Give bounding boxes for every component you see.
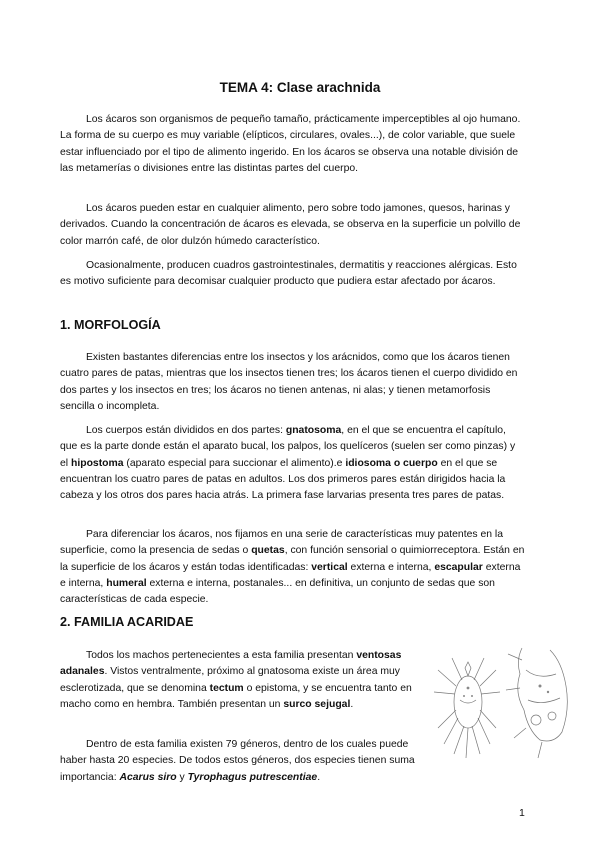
morfologia-paragraph-1: Existen bastantes diferencias entre los insectos y los arácnidos, como que los ácaros tienen cuatro pares de patas, mientras que los insectos tienen tres; los ácaros tienen el cuerpo dividido en dos partes y los insectos en tres; los ácaros no tienen antenas, ni alas; y tienen metamorfosis sencilla o incompleta. <box>60 352 518 412</box>
intro-paragraph-2: Los ácaros pueden estar en cualquier alimento, pero sobre todo jamones, quesos, harinas y derivados. Cuando la concentración de ácaros es elevada, se observa en la superficie un polvillo de color marrón café, de olor dulzón húmedo característico. <box>60 203 521 247</box>
species-tyrophagus: Tyrophagus putrescentiae <box>187 771 318 783</box>
intro-paragraph-1: Los ácaros son organismos de pequeño tamaño, prácticamente imperceptibles al ojo humano. La forma de su cuerpo es muy variable (elípticos, circulares, ovales...), de color variable, que suele estar influenciado por el tipo de alimento ingerido. En los ácaros se observa una notable división de las metamerías o divisiones entre las distintas partes del cuerpo. <box>60 114 521 174</box>
term-escapular: escapular <box>434 561 483 573</box>
morfologia-paragraph-2: Los cuerpos están divididos en dos partes: gnatosoma, en el que se encuentra el capítulo, que es la parte donde están el aparato bucal, los palpos, los quelíceros (suelen ser como pinzas) y el hipostoma (aparato especial para succionar el alimento).e idiosoma o cuerpo en el que se encuentran los cuatro pares de patas en adultos. Los dos primeros pares están dirigidos hacia la cabeza y los otros dos pares hacia atrás. La primera fase larvarias presenta tres pares de patas. <box>60 425 516 502</box>
term-surco-sejugal: surco sejugal <box>283 698 351 710</box>
acaridae-paragraph-2: Dentro de esta familia existen 79 géneros, dentro de los cuales puede haber hasta 20 especies. De todos estos géneros, dos especies tienen suma importancia: Acarus siro y Tyrophagus putrescentiae. <box>60 739 415 783</box>
page-title: TEMA 4: Clase arachnida <box>219 80 381 95</box>
term-tectum: tectum <box>209 682 244 694</box>
mite-illustration <box>430 640 570 765</box>
intro-paragraph-3: Ocasionalmente, producen cuadros gastrointestinales, dermatitis y reacciones alérgicas. Esto es motivo suficiente para decomisar cualquier producto que pudiera estar afectado por ácaros. <box>60 260 517 288</box>
species-acarus-siro: Acarus siro <box>119 771 177 783</box>
term-gnatosoma: gnatosoma <box>285 425 342 436</box>
term-idiosoma: idiosoma o cuerpo <box>345 457 438 469</box>
acaridae-paragraph-1: Todos los machos pertenecientes a esta familia presentan ventosas adanales. Vistos ventralmente, próximo al gnatosoma existe un área muy esclerotizada, que se denomina tectum o epistoma, y se encuentra tanto en macho como en hembra. También presentan un surco sejugal. <box>60 650 412 710</box>
page-number: 1 <box>519 807 525 819</box>
term-quetas: quetas <box>251 545 285 557</box>
term-hipostoma: hipostoma <box>70 457 124 469</box>
term-humeral: humeral <box>106 577 147 589</box>
morfologia-paragraph-3: Para diferenciar los ácaros, nos fijamos en una serie de características muy patentes en la superficie, como la presencia de sedas o quetas, con función sensorial o quimiorreceptora. Están en la superficie de los ácaros y están todas identificadas: vertical externa e interna, escapular externa e interna, humeral externa e interna, postanales... en definitiva, un conjunto de sedas que son características de cada especie. <box>60 529 525 606</box>
term-ventosas-adanales: ventosas adanales <box>60 650 402 678</box>
term-vertical: vertical <box>311 561 348 573</box>
section-heading-acaridae: 2. FAMILIA ACARIDAE <box>60 615 194 629</box>
section-heading-morfologia: 1. MORFOLOGÍA <box>60 318 161 332</box>
